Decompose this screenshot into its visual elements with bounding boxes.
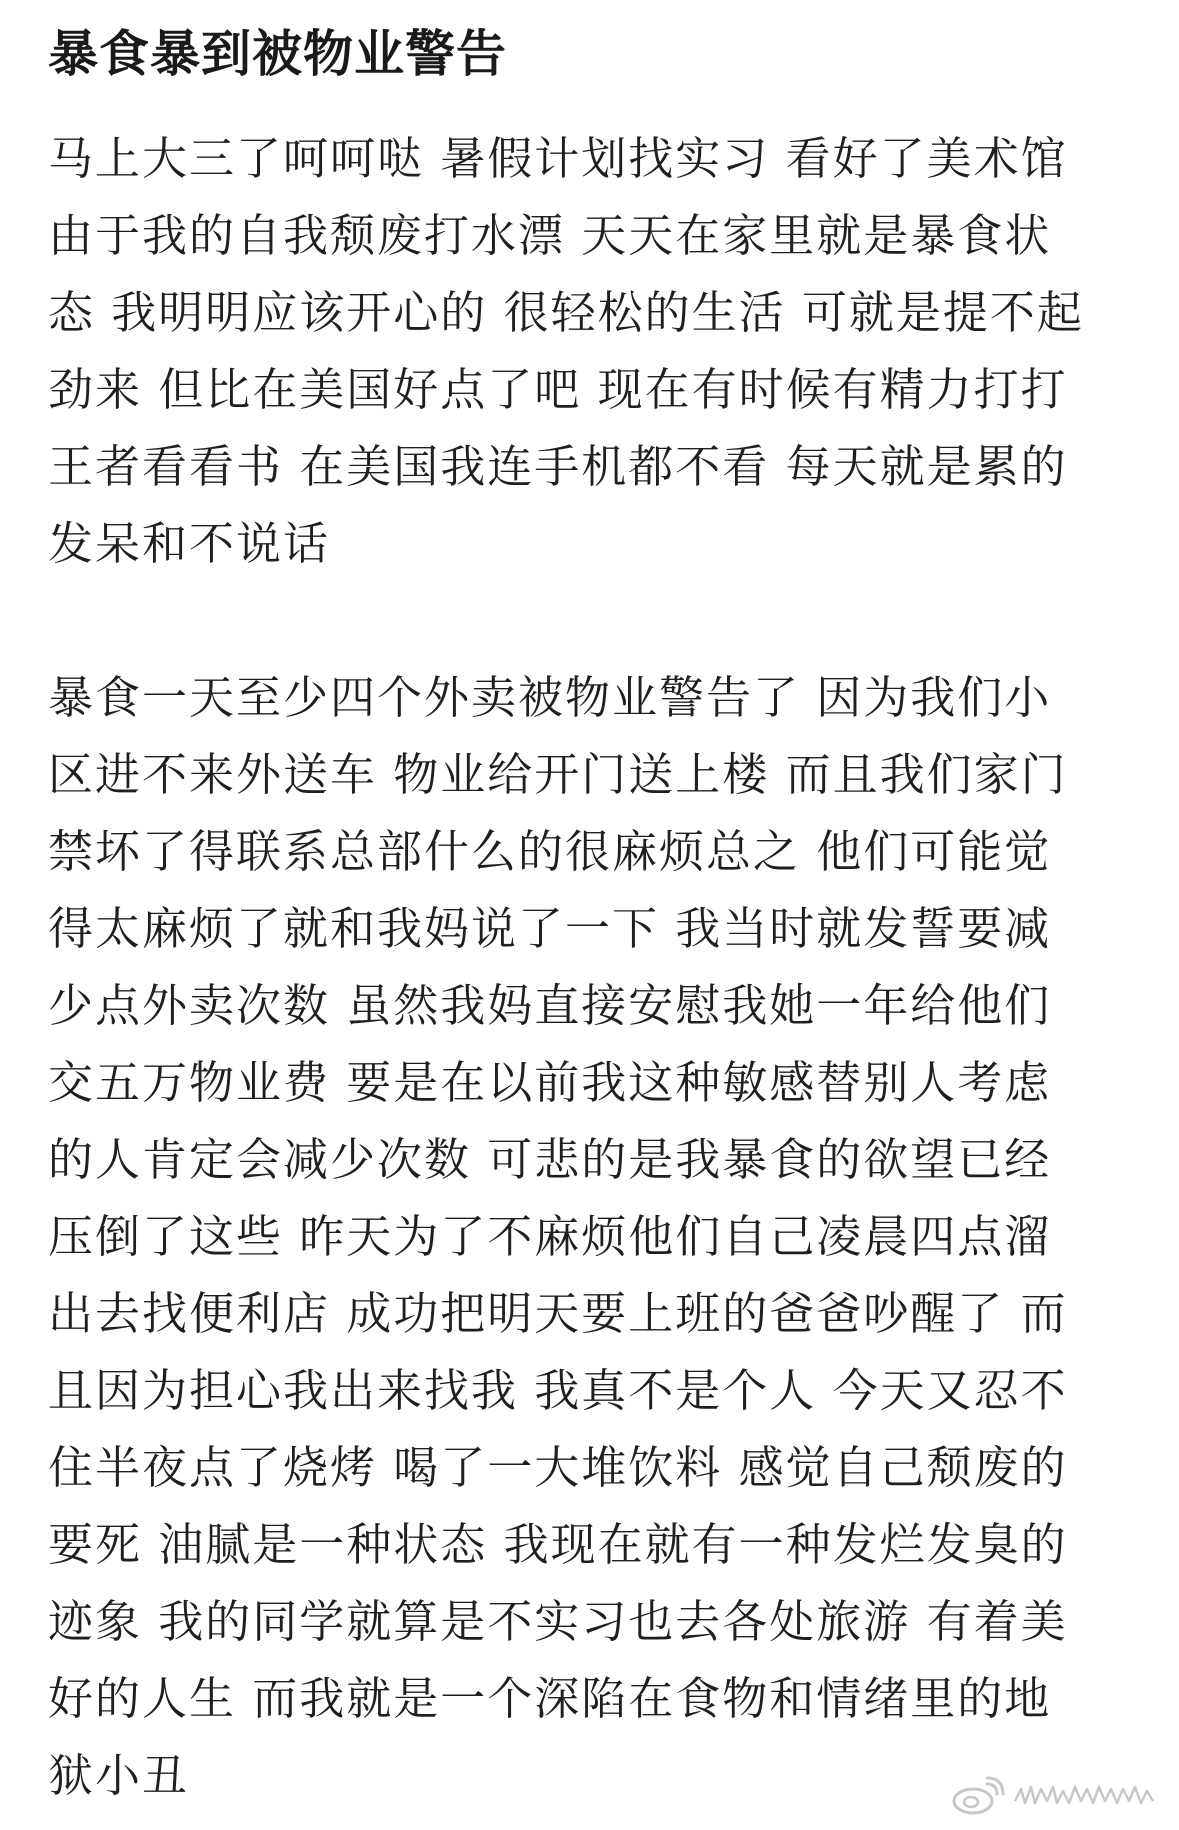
text-line: 的人肯定会减少次数 可悲的是我暴食的欲望已经 xyxy=(48,1133,1052,1186)
text-line: 迹象 我的同学就算是不实习也去各处旅游 有着美 xyxy=(48,1595,1068,1648)
watermark xyxy=(951,1776,1161,1816)
text-line: 交五万物业费 要是在以前我这种敏感替别人考虑 xyxy=(48,1056,1052,1109)
text-line: 区进不来外送车 物业给开门送上楼 而且我们家门 xyxy=(48,748,1068,801)
text-line: 出去找便利店 成功把明天要上班的爸爸吵醒了 而 xyxy=(48,1287,1068,1340)
paragraph-1 xyxy=(48,120,1118,582)
text-line: 态 我明明应该开心的 很轻松的生活 可就是提不起 xyxy=(48,286,1084,339)
text-line: 劲来 但比在美国好点了吧 现在有时候有精力打打 xyxy=(48,363,1068,416)
paragraph-spacer xyxy=(48,582,1118,659)
paragraph-2 xyxy=(48,659,1118,1814)
text-line: 好的人生 而我就是一个深陷在食物和情绪里的地 xyxy=(48,1672,1052,1725)
text-line: 少点外卖次数 虽然我妈直接安慰我她一年给他们 xyxy=(48,979,1052,1032)
text-line: 王者看看书 在美国我连手机都不看 每天就是累的 xyxy=(48,440,1068,493)
text-line: 要死 油腻是一种状态 我现在就有一种发烂发臭的 xyxy=(48,1518,1068,1571)
text-line: 发呆和不说话 xyxy=(48,517,331,570)
text-line: 狱小丑 xyxy=(48,1749,190,1802)
text-line: 且因为担心我出来找我 我真不是个人 今天又忍不 xyxy=(48,1364,1068,1417)
text-line: 压倒了这些 昨天为了不麻烦他们自己凌晨四点溜 xyxy=(48,1210,1052,1263)
weibo-logo-icon xyxy=(951,1776,1005,1816)
post xyxy=(48,18,1118,1814)
watermark-scribble xyxy=(1011,1781,1161,1811)
text-line: 由于我的自我颓废打水漂 天天在家里就是暴食状 xyxy=(48,209,1052,262)
text-line: 马上大三了呵呵哒 暑假计划找实习 看好了美术馆 xyxy=(48,132,1068,185)
text-line: 得太麻烦了就和我妈说了一下 我当时就发誓要减 xyxy=(48,902,1052,955)
text-line: 住半夜点了烧烤 喝了一大堆饮料 感觉自己颓废的 xyxy=(48,1441,1068,1494)
text-line: 禁坏了得联系总部什么的很麻烦总之 他们可能觉 xyxy=(48,825,1052,878)
post-title: 暴食暴到被物业警告 xyxy=(48,25,507,83)
text-line: 暴食一天至少四个外卖被物业警告了 因为我们小 xyxy=(48,671,1052,724)
